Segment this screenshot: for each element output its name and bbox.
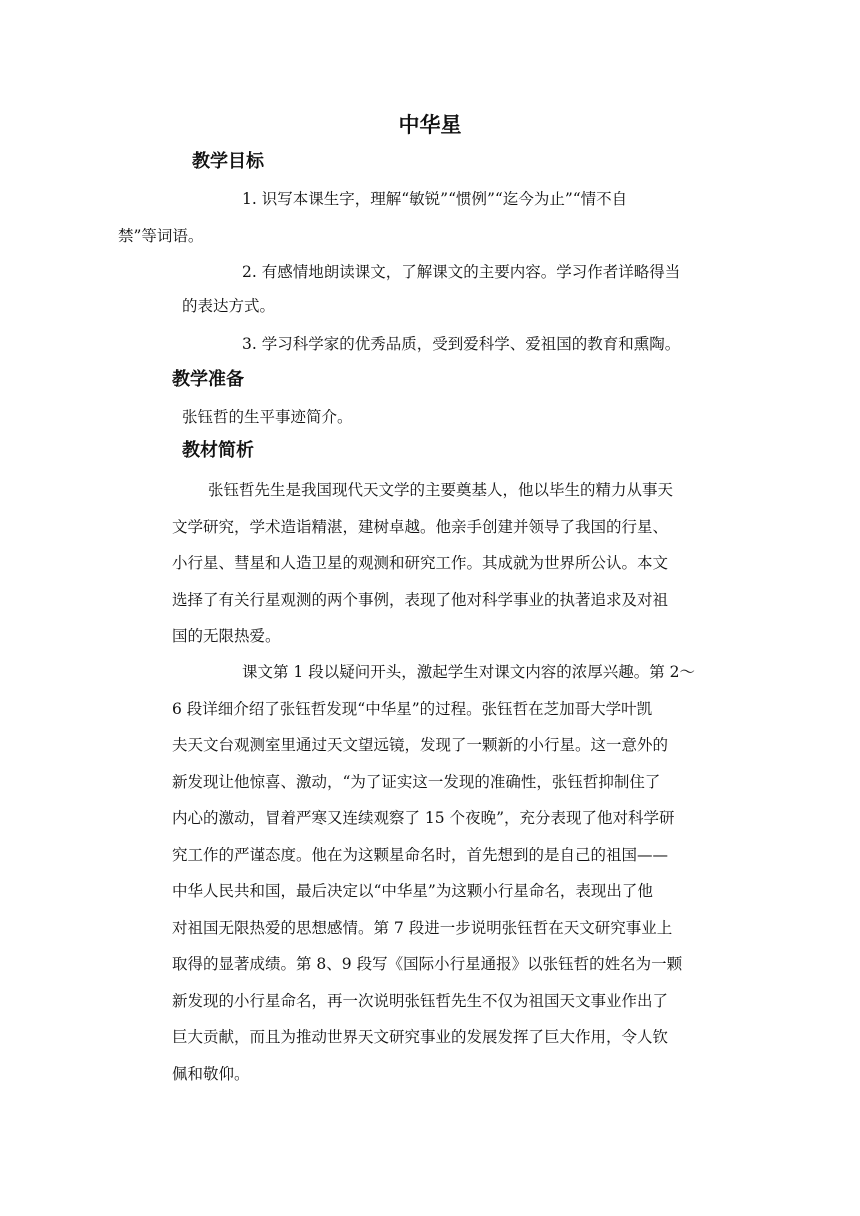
paragraph-line: 取得的显著成绩。第 8、9 段写《国际小行星通报》以张钰哲的姓名为一颗 <box>172 955 683 973</box>
paragraph-line: 文学研究，学术造诣精湛，建树卓越。他亲手创建并领导了我国的行星、 <box>172 517 669 536</box>
preparation-text: 张钰哲的生平事迹简介。 <box>182 408 353 426</box>
paragraph-line: 6 段详细介绍了张钰哲发现“中华星”的过程。张钰哲在芝加哥大学叶凯 <box>172 699 653 718</box>
paragraph-line: 国的无限热爱。 <box>172 627 281 645</box>
heading-material-analysis: 教材简析 <box>182 440 254 461</box>
goal-item-1-line1: 1. 识写本课生字，理解“敏锐”“惯例”“迄今为止”“情不自 <box>242 190 628 208</box>
analysis-paragraph-2 <box>172 654 732 1092</box>
goal-item-1-line2: 禁”等词语。 <box>118 227 204 245</box>
paragraph-line: 究工作的严谨态度。他在为这颗星命名时，首先想到的是自己的祖国—— <box>172 845 669 864</box>
paragraph-line: 对祖国无限热爱的思想感情。第 7 段进一步说明张钰哲在天文研究事业上 <box>172 918 673 937</box>
goal-item-3-line1: 3. 学习科学家的优秀品质，受到爱科学、爱祖国的教育和熏陶。 <box>242 335 681 353</box>
paragraph-line: 中华人民共和国，最后决定以“中华星”为这颗小行星命名，表现出了他 <box>172 882 653 900</box>
paragraph-line: 夫天文台观测室里通过天文望远镜，发现了一颗新的小行星。这一意外的 <box>172 736 669 754</box>
goal-item-2-line2: 的表达方式。 <box>182 297 276 315</box>
paragraph-line: 内心的激动，冒着严寒又连续观察了 15 个夜晚”，充分表现了他对科学研 <box>172 809 675 827</box>
heading-teaching-goals: 教学目标 <box>192 151 264 172</box>
paragraph-line: 课文第 1 段以疑问开头，激起学生对课文内容的浓厚兴趣。第 2～ <box>242 663 696 681</box>
document-title: 中华星 <box>398 113 462 137</box>
paragraph-line: 小行星、彗星和人造卫星的观测和研究工作。其成就为世界所公认。本文 <box>172 554 669 572</box>
paragraph-line: 巨大贡献，而且为推动世界天文研究事业的发展发挥了巨大作用，令人钦 <box>172 1028 669 1046</box>
analysis-paragraph-1 <box>172 472 732 655</box>
goal-item-2-line1: 2. 有感情地朗读课文，了解课文的主要内容。学习作者详略得当 <box>242 263 681 281</box>
paragraph-line: 张钰哲先生是我国现代天文学的主要奠基人，他以毕生的精力从事天 <box>208 481 674 499</box>
paragraph-line: 新发现的小行星命名，再一次说明张钰哲先生不仅为祖国天文事业作出了 <box>172 991 669 1010</box>
paragraph-line: 佩和敬仰。 <box>172 1064 250 1083</box>
heading-teaching-preparation: 教学准备 <box>172 369 244 390</box>
paragraph-line: 新发现让他惊喜、激动，“为了证实这一发现的准确性，张钰哲抑制住了 <box>172 772 661 791</box>
paragraph-line: 选择了有关行星观测的两个事例，表现了他对科学事业的执著追求及对祖 <box>172 590 669 609</box>
